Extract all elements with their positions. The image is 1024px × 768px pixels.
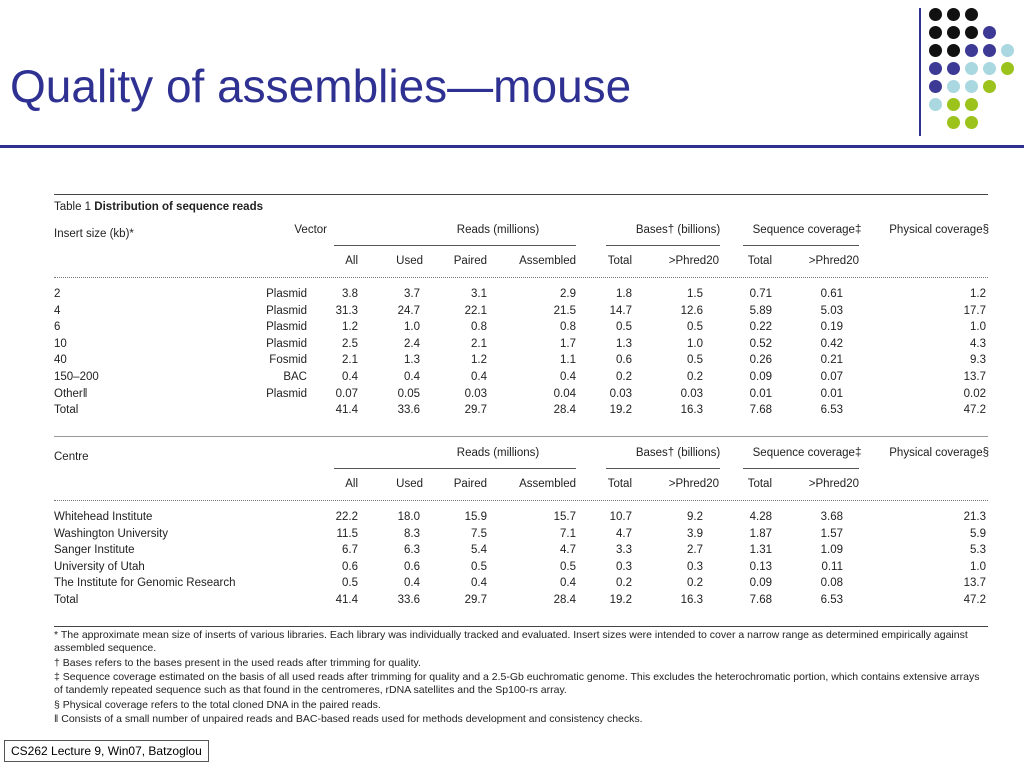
vector-header: Vector (294, 224, 327, 236)
table-cell: 29.7 (464, 594, 487, 606)
decor-dot (983, 26, 996, 39)
table-cell: 0.19 (820, 321, 843, 334)
decor-dot (983, 44, 996, 57)
lecture-footer-label: CS262 Lecture 9, Win07, Batzoglou (4, 740, 209, 762)
table-cell: 0.01 (749, 387, 772, 400)
table-cell: 5.3 (970, 544, 986, 557)
sub-header: Used (396, 255, 423, 267)
table-cell: 3.7 (404, 288, 420, 300)
table-cell: 28.4 (553, 404, 576, 417)
table-cell: 1.2 (342, 321, 358, 334)
table-cell: 5.03 (820, 304, 843, 317)
table-row-label: 40 (54, 354, 67, 367)
decor-dot (929, 8, 942, 21)
table-cell: 7.68 (749, 594, 772, 606)
table-cell: 0.2 (616, 371, 632, 383)
footnote: ‖ Consists of a small number of unpaired reads and BAC-based reads used for methods development and consistency checks. (54, 713, 643, 725)
table-cell: 0.4 (471, 371, 487, 383)
table-cell: 0.07 (820, 371, 843, 383)
table-cell: 14.7 (609, 304, 632, 317)
decor-dot (947, 62, 960, 75)
table-cell: 0.03 (464, 387, 487, 400)
table-row-label: 10 (54, 337, 67, 350)
table-caption-title: Distribution of sequence reads (94, 201, 263, 213)
footnote: ‡ Sequence coverage estimated on the basis of all used reads after trimming for quality and a 2.5-Gb euchromatic genome. This excludes the heterochromatic portion, which contains extensive arrays of tandemly repeated sequence such as that found in the centromeres, rDNA satellites and the Sp100-rs array. (54, 671, 980, 696)
table-cell: 1.57 (820, 527, 843, 540)
table-cell: 1.1 (560, 354, 576, 367)
row-header: Insert size (kb)* (54, 228, 134, 240)
table-cell: 0.13 (749, 560, 772, 573)
footnote: § Physical coverage refers to the total cloned DNA in the paired reads. (54, 699, 381, 711)
table-cell: 4.7 (616, 527, 632, 540)
table-row-label: 6 (54, 321, 61, 334)
table-row-label: Sanger Institute (54, 544, 135, 557)
group-header: Physical coverage§ (889, 447, 989, 459)
table-cell: 16.3 (680, 404, 703, 417)
header-dotted-rule (54, 500, 988, 501)
table-cell: 0.6 (404, 560, 420, 573)
sub-header: >Phred20 (668, 478, 719, 490)
decorative-dot-grid (929, 8, 1019, 138)
table-row-label: The Institute for Genomic Research (54, 577, 236, 590)
table-cell: 0.5 (687, 354, 703, 367)
table-cell: 3.9 (687, 527, 703, 540)
table-cell: 1.0 (970, 560, 986, 573)
table-cell: 8.3 (404, 527, 420, 540)
decor-dot (947, 98, 960, 111)
sub-header: Total (607, 478, 632, 490)
table-cell: 4.7 (560, 544, 576, 557)
group-header: Bases† (billions) (635, 224, 721, 236)
sub-header: Total (747, 478, 772, 490)
table-cell: 0.52 (749, 337, 772, 350)
sub-header: >Phred20 (808, 255, 859, 267)
table-cell: 0.4 (471, 577, 487, 590)
table-cell: 1.0 (404, 321, 420, 334)
table-cell: 6.3 (404, 544, 420, 557)
table-cell: 2.9 (560, 288, 576, 300)
table-row-label: University of Utah (54, 560, 145, 573)
table-cell: 33.6 (397, 594, 420, 606)
table-cell: 1.2 (970, 288, 986, 300)
decor-dot (1001, 44, 1014, 57)
table-cell: 0.21 (820, 354, 843, 367)
table-cell: 0.5 (616, 321, 632, 334)
table-row-vector: Plasmid (266, 288, 307, 300)
table-cell: 0.61 (820, 288, 843, 300)
table-row-vector: BAC (283, 371, 307, 383)
decor-dot (965, 8, 978, 21)
table-cell: 19.2 (609, 404, 632, 417)
sub-header: >Phred20 (668, 255, 719, 267)
table-cell: 22.2 (335, 511, 358, 523)
table-cell: 7.1 (560, 527, 576, 540)
table-cell: 2.4 (404, 337, 420, 350)
table-cell: 3.1 (471, 288, 487, 300)
group-underline (743, 245, 859, 246)
table-cell: 4.3 (970, 337, 986, 350)
header-dotted-rule (54, 277, 988, 278)
table-cell: 47.2 (963, 404, 986, 417)
table-cell: 0.5 (342, 577, 358, 590)
table-cell: 15.7 (553, 511, 576, 523)
decor-dot (929, 80, 942, 93)
sub-header: Used (396, 478, 423, 490)
decor-dot (965, 116, 978, 129)
table-cell: 3.68 (820, 511, 843, 523)
table-cell: 47.2 (963, 594, 986, 606)
table-caption-prefix: Table 1 (54, 201, 92, 213)
decor-dot (965, 62, 978, 75)
table-row-vector: Plasmid (266, 321, 307, 334)
table-row-vector: Fosmid (269, 354, 307, 367)
table-cell: 24.7 (397, 304, 420, 317)
row-header: Centre (54, 451, 89, 463)
table-cell: 33.6 (397, 404, 420, 417)
table-cell: 1.7 (560, 337, 576, 350)
table-cell: 21.5 (553, 304, 576, 317)
table-cell: 0.6 (616, 354, 632, 367)
table-cell: 0.09 (749, 371, 772, 383)
decor-dot (965, 26, 978, 39)
table-cell: 2.5 (342, 337, 358, 350)
table-cell: 5.89 (749, 304, 772, 317)
sub-header: Paired (453, 478, 487, 490)
table-cell: 2.7 (687, 544, 703, 557)
table-cell: 31.3 (335, 304, 358, 317)
table-cell: 5.9 (970, 527, 986, 540)
table-cell: 29.7 (464, 404, 487, 417)
table-cell: 1.31 (749, 544, 772, 557)
table-cell: 0.6 (342, 560, 358, 573)
table-cell: 1.87 (749, 527, 772, 540)
table-cell: 0.03 (680, 387, 703, 400)
decor-dot (947, 26, 960, 39)
table-cell: 7.68 (749, 404, 772, 417)
group-underline (606, 245, 720, 246)
table-cell: 0.4 (342, 371, 358, 383)
group-header: Physical coverage§ (889, 224, 989, 236)
table-cell: 41.4 (335, 404, 358, 417)
table-cell: 0.5 (560, 560, 576, 573)
table-cell: 16.3 (680, 594, 703, 606)
table-cell: 1.0 (970, 321, 986, 334)
table-cell: 0.26 (749, 354, 772, 367)
decor-dot (929, 98, 942, 111)
table-row-vector: Plasmid (266, 387, 307, 400)
table-row-label: 4 (54, 304, 61, 317)
group-underline (606, 468, 720, 469)
group-header: Sequence coverage‡ (752, 447, 862, 459)
table-cell: 0.8 (471, 321, 487, 334)
decor-dot (947, 80, 960, 93)
table-cell: 12.6 (680, 304, 703, 317)
table-cell: 9.3 (970, 354, 986, 367)
table-cell: 0.01 (820, 387, 843, 400)
table-cell: 0.8 (560, 321, 576, 334)
table-cell: 21.3 (963, 511, 986, 523)
table-cell: 1.0 (687, 337, 703, 350)
table-cell: 0.5 (471, 560, 487, 573)
title-underline (0, 145, 1024, 148)
decor-dot (983, 80, 996, 93)
table-cell: 18.0 (397, 511, 420, 523)
table-cell: 1.3 (616, 337, 632, 350)
table-cell: 0.71 (749, 288, 772, 300)
sub-header: Total (747, 255, 772, 267)
sub-header: All (345, 255, 358, 267)
table-cell: 19.2 (609, 594, 632, 606)
table-cell: 7.5 (471, 527, 487, 540)
decor-dot (947, 44, 960, 57)
decor-dot (947, 116, 960, 129)
table-row-label: Whitehead Institute (54, 511, 153, 523)
table-row-vector: Plasmid (266, 304, 307, 317)
decor-dot (965, 80, 978, 93)
table-cell: 2.1 (471, 337, 487, 350)
decor-dot (965, 98, 978, 111)
decor-dot (929, 26, 942, 39)
table-cell: 6.53 (820, 404, 843, 417)
table-row-label: 150–200 (54, 371, 99, 383)
table-cell: 1.5 (687, 288, 703, 300)
table-cell: 1.2 (471, 354, 487, 367)
table-cell: 0.2 (687, 577, 703, 590)
table-row-vector: Plasmid (266, 337, 307, 350)
group-header: Sequence coverage‡ (752, 224, 862, 236)
table-row-label: Total (54, 404, 79, 417)
table-row-label: Washington University (54, 527, 168, 540)
table-cell: 3.8 (342, 288, 358, 300)
sub-header: Assembled (519, 255, 576, 267)
table-cell: 41.4 (335, 594, 358, 606)
decor-dot (929, 44, 942, 57)
table-cell: 0.05 (397, 387, 420, 400)
sub-header: Paired (453, 255, 487, 267)
table-cell: 13.7 (963, 371, 986, 383)
decor-dot (1001, 62, 1014, 75)
decor-dot (983, 62, 996, 75)
group-underline (334, 245, 576, 246)
table-cell: 0.4 (560, 577, 576, 590)
table-cell: 6.7 (342, 544, 358, 557)
footnote: * The approximate mean size of inserts of various libraries. Each library was individually tracked and evaluated. Insert sizes were intended to cover a narrow range as determined empirically against assembled sequence. (54, 629, 968, 654)
sub-header: Assembled (519, 478, 576, 490)
group-underline (334, 468, 576, 469)
table-row-label: Total (54, 594, 79, 606)
table-cell: 0.4 (404, 577, 420, 590)
table-cell: 10.7 (609, 511, 632, 523)
group-header: Reads (millions) (456, 224, 540, 236)
table-cell: 1.09 (820, 544, 843, 557)
table-cell: 22.1 (464, 304, 487, 317)
decor-dot (947, 8, 960, 21)
section-divider (54, 436, 988, 437)
table-cell: 0.04 (553, 387, 576, 400)
table-cell: 9.2 (687, 511, 703, 523)
table-cell: 3.3 (616, 544, 632, 557)
table-cell: 0.4 (560, 371, 576, 383)
table-cell: 0.07 (335, 387, 358, 400)
table-cell: 0.3 (616, 560, 632, 573)
sub-header: Total (607, 255, 632, 267)
table-cell: 0.22 (749, 321, 772, 334)
table-cell: 0.03 (609, 387, 632, 400)
group-header: Reads (millions) (456, 447, 540, 459)
sub-header: All (345, 478, 358, 490)
table-cell: 1.3 (404, 354, 420, 367)
table-cell: 0.2 (616, 577, 632, 590)
table-cell: 17.7 (963, 304, 986, 317)
table-cell: 0.2 (687, 371, 703, 383)
table-cell: 13.7 (963, 577, 986, 590)
table-cell: 0.09 (749, 577, 772, 590)
table-cell: 0.3 (687, 560, 703, 573)
table-cell: 5.4 (471, 544, 487, 557)
table-cell: 0.08 (820, 577, 843, 590)
table-cell: 0.11 (821, 560, 843, 573)
table-cell: 11.5 (336, 527, 358, 540)
slide-title: Quality of assemblies—mouse (10, 60, 632, 112)
decor-dot (965, 44, 978, 57)
table-cell: 6.53 (820, 594, 843, 606)
group-underline (743, 468, 859, 469)
table-cell: 2.1 (342, 354, 358, 367)
table-cell: 0.5 (687, 321, 703, 334)
table-cell: 0.02 (963, 387, 986, 400)
table-cell: 28.4 (553, 594, 576, 606)
decor-vertical-line (919, 8, 921, 136)
table-cell: 4.28 (749, 511, 772, 523)
table-top-rule (54, 194, 988, 195)
table-cell: 1.8 (616, 288, 632, 300)
table-cell: 0.42 (820, 337, 843, 350)
table-cell: 0.4 (404, 371, 420, 383)
decor-dot (929, 62, 942, 75)
table-bottom-rule (54, 626, 988, 627)
table-cell: 15.9 (464, 511, 487, 523)
group-header: Bases† (billions) (635, 447, 721, 459)
sub-header: >Phred20 (808, 478, 859, 490)
table-row-label: Other‖ (54, 387, 88, 400)
table-row-label: 2 (54, 288, 61, 300)
footnote: † Bases refers to the bases present in the used reads after trimming for quality. (54, 657, 421, 669)
table-caption (54, 201, 263, 213)
